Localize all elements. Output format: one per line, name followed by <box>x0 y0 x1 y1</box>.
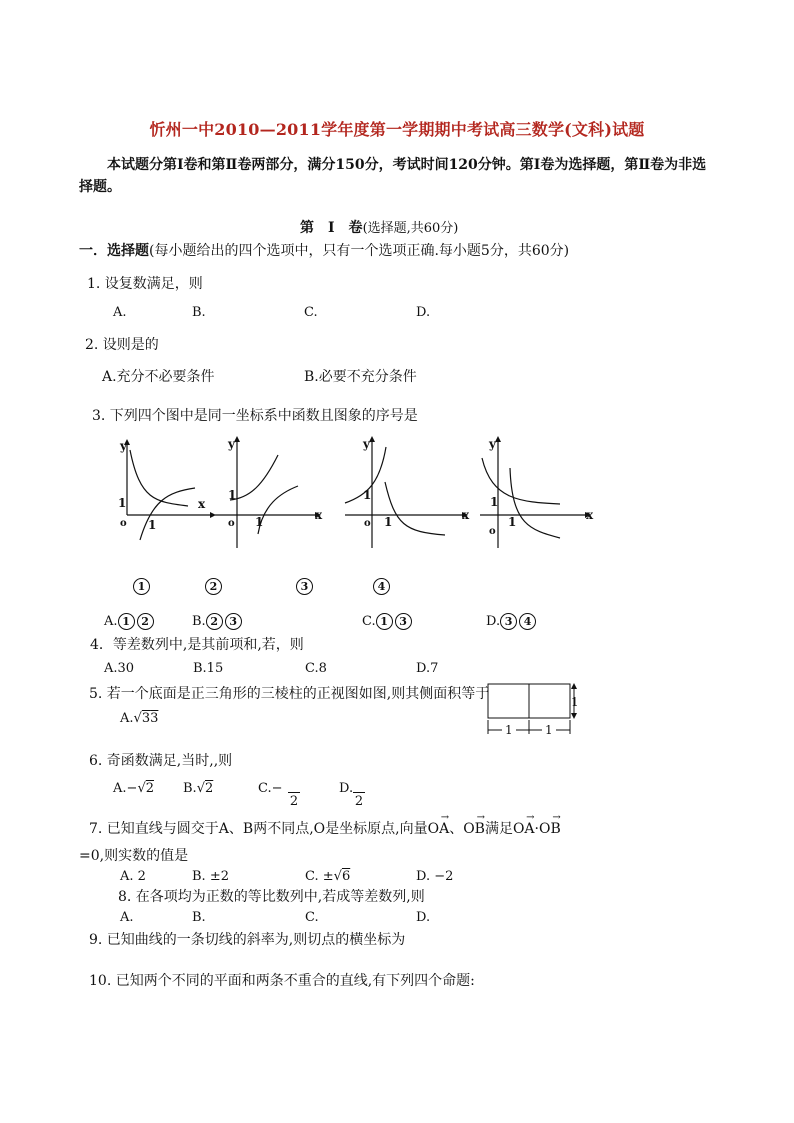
section-heading-note: (选择题,共60分) <box>362 221 459 236</box>
graph-3-curve-b <box>385 482 445 535</box>
question-8-option-d: D. <box>416 910 431 925</box>
question-2-stem: 2. 设则是的 <box>85 337 159 353</box>
prism-width-label-1: 1 <box>505 723 513 737</box>
graph-2-one-y: 1 <box>228 488 237 502</box>
question-8-option-b: B. <box>192 910 206 925</box>
graph-1-one-x: 1 <box>148 518 157 532</box>
graph-1-one-y: 1 <box>118 496 127 510</box>
prism-front-view-figure <box>484 682 584 738</box>
graph-2-number: 2 <box>205 575 222 595</box>
vector-ob: → OB <box>463 812 485 837</box>
question-1-stem: 1. 设复数满足，则 <box>87 276 203 292</box>
part-label: 一．选择题 <box>79 243 149 259</box>
question-6-option-c-fraction: 2 <box>289 794 299 809</box>
question-4-option-b: B.15 <box>193 661 224 676</box>
question-6-option-b: B.√2 <box>183 781 214 796</box>
question-7-option-a: A. 2 <box>120 869 146 884</box>
question-3-option-a: A. 1 2 <box>104 613 156 630</box>
vector-oa-2: → OA <box>512 812 535 837</box>
question-8-option-a: A. <box>120 910 134 925</box>
question-6-option-d-fraction: 2 <box>354 794 364 809</box>
graph-1-number: 1 <box>133 575 150 595</box>
graph-4-number: 4 <box>373 575 390 595</box>
question-1-option-c: C. <box>304 305 318 320</box>
graph-4-one-y: 1 <box>490 495 499 509</box>
prism-height-label: 1 <box>571 695 579 709</box>
graph-4-origin: o <box>489 526 496 537</box>
graph-4-one-x: 1 <box>508 515 517 529</box>
question-5-stem: 5. 若一个底面是正三角形的三棱柱的正视图如图,则其侧面积等于 <box>89 686 490 702</box>
question-7-stem-line-2: =0,则实数的值是 <box>79 848 189 864</box>
question-4-stem: 4．等差数列中,是其前项和,若，则 <box>90 637 304 653</box>
question-4-option-d: D.7 <box>416 661 439 676</box>
graph-1-curve-a <box>130 450 188 506</box>
graph-3-y-label: y <box>363 437 370 451</box>
graph-4-y-label: y <box>489 437 496 451</box>
graph-3-one-x: 1 <box>384 515 393 529</box>
question-3-stem: 3. 下列四个图中是同一坐标系中函数且图象的序号是 <box>92 408 418 424</box>
question-2-option-b: B.必要不充分条件 <box>304 369 417 385</box>
graph-2-x-label: x <box>315 508 323 522</box>
section-heading <box>300 217 458 237</box>
question-5-option-a: A.√33 <box>120 711 159 726</box>
part-heading <box>79 240 569 260</box>
graph-1-y-label: y <box>120 439 127 453</box>
question-1-option-d: D. <box>416 305 431 320</box>
question-3-option-b: B. 2 3 <box>192 613 244 630</box>
vector-ob-2: → OB <box>539 812 561 837</box>
question-3-option-d: D. 3 4 <box>486 613 538 630</box>
graph-3-origin: o <box>364 518 371 529</box>
graph-3-x-label: x <box>462 508 470 522</box>
graph-1-origin: o <box>120 518 127 529</box>
question-6-option-d: D. <box>339 781 354 796</box>
question-2-option-a: A.充分不必要条件 <box>102 369 215 385</box>
question-8-stem: 8. 在各项均为正数的等比数列中,若成等差数列,则 <box>118 889 425 905</box>
graph-2-y-label: y <box>228 437 235 451</box>
question-1-option-b: B. <box>192 305 206 320</box>
graph-1-x-label: x <box>198 497 206 511</box>
question-1-option-a: A. <box>113 305 127 320</box>
question-7-option-b: B. ±2 <box>192 869 229 884</box>
graph-3-one-y: 1 <box>363 488 372 502</box>
question-7-option-d: D. −2 <box>416 869 454 884</box>
question-8-option-c: C. <box>305 910 319 925</box>
question-4-option-a: A.30 <box>104 661 135 676</box>
question-6-option-c: C.− <box>258 781 283 796</box>
page-title: 忻州一中2010—2011学年度第一学期期中考试高三数学(文科)试题 <box>149 120 645 139</box>
question-10-stem: 10. 已知两个不同的平面和两条不重合的直线,有下列四个命题: <box>89 973 475 989</box>
graph-1-curve-b <box>140 488 195 540</box>
section-heading-title: 第 Ⅰ 卷 <box>300 220 363 236</box>
vector-oa: → OA <box>427 812 450 837</box>
question-7-stem-line-1: 7. 已知直线与圆交于A、B两不同点,O是坐标原点,向量 → OA、 → OB满足 → OA· → OB <box>89 812 561 837</box>
graph-2-one-x: 1 <box>255 515 264 529</box>
part-note: (每小题给出的四个选项中，只有一个选项正确.每小题5分，共60分) <box>149 243 570 259</box>
question-9-stem: 9. 已知曲线的一条切线的斜率为,则切点的横坐标为 <box>89 932 406 948</box>
graph-2-origin: o <box>228 518 235 529</box>
question-7-option-c: C. ±√6 <box>305 869 351 884</box>
graph-4-x-label: x <box>586 508 594 522</box>
question-6-option-a: A.−√2 <box>113 781 155 796</box>
prism-width-label-2: 1 <box>545 723 553 737</box>
graph-2-curve-b <box>258 486 298 534</box>
function-graphs-figure <box>100 430 600 560</box>
question-3-option-c: C. 1 3 <box>362 613 414 630</box>
question-6-stem: 6. 奇函数满足,当时,,则 <box>89 753 233 769</box>
graph-3-number: 3 <box>296 575 313 595</box>
intro-text: 本试题分第Ⅰ卷和第Ⅱ卷两部分，满分150分，考试时间120分钟。第Ⅰ卷为选择题，第Ⅱ卷为非选择题。 <box>79 157 707 195</box>
question-4-option-c: C.8 <box>305 661 327 676</box>
